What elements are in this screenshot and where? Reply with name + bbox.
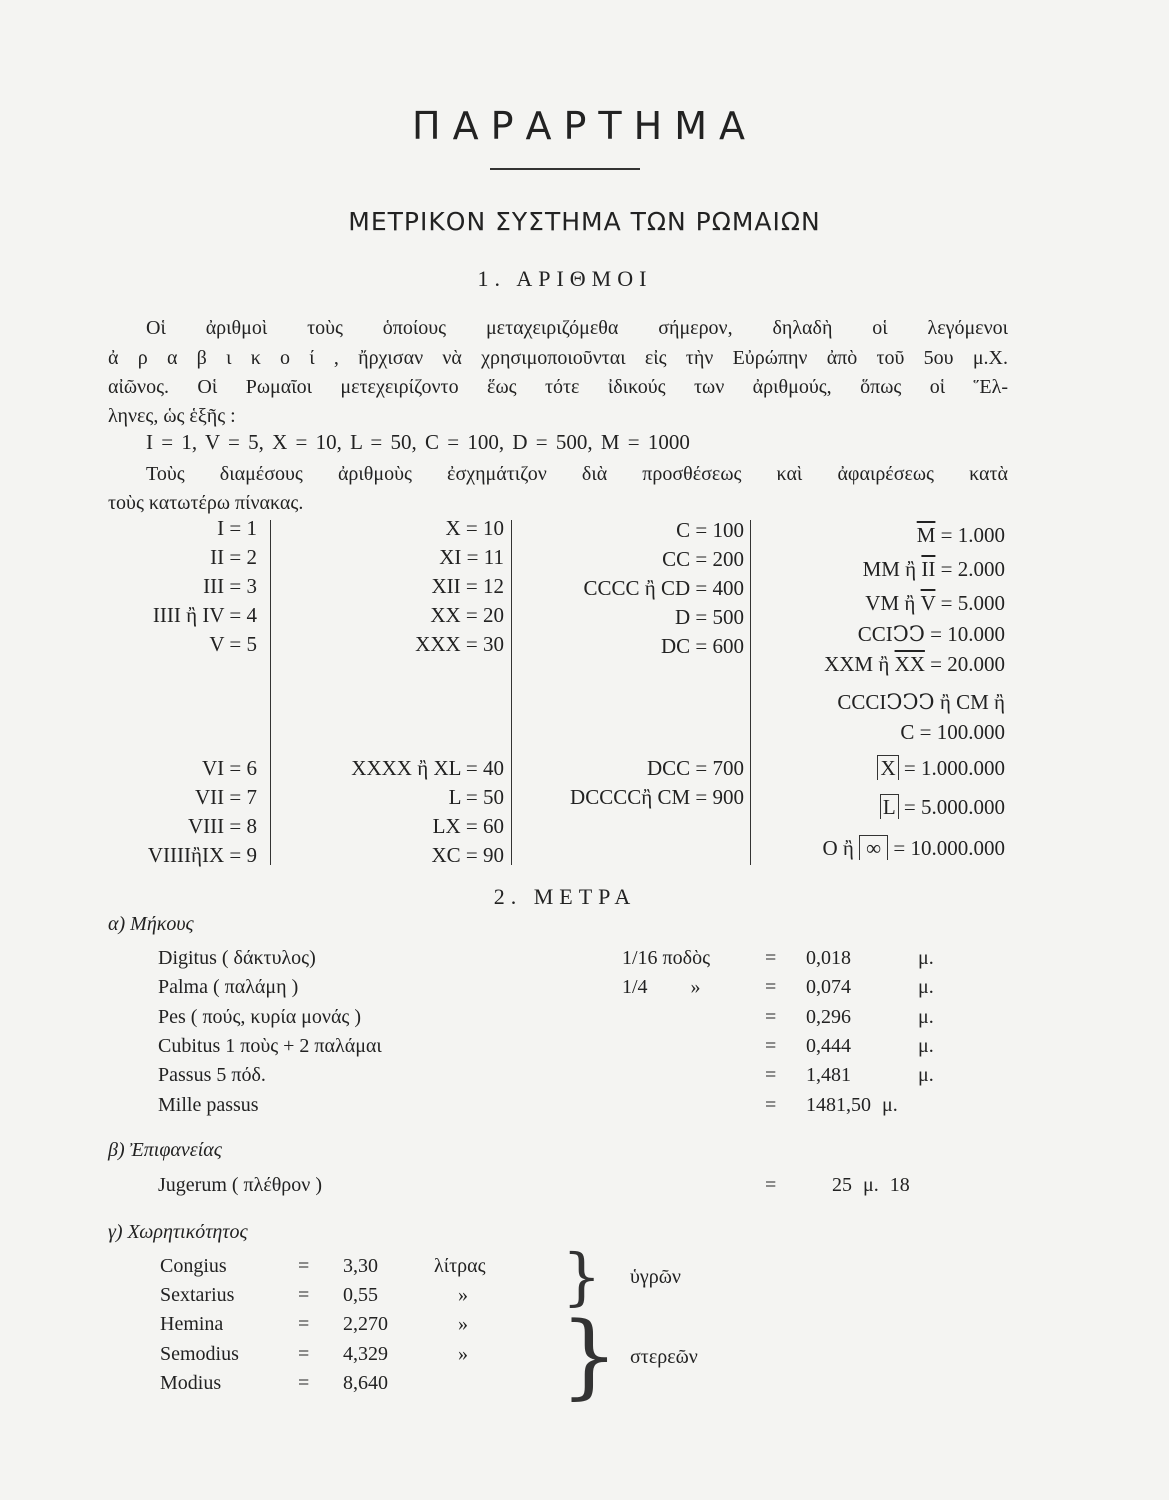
right-brace-icon: } (560, 1302, 619, 1409)
numeral-cell: VIII = 8 (188, 814, 257, 838)
numeral-cell: $\overline{M} = 1.000$ (916, 523, 1005, 547)
measure-eq: = (765, 1174, 777, 1196)
numeral-cell: I = 1 (217, 516, 257, 540)
measure-name: Passus 5 πόδ. (158, 1064, 266, 1086)
numeral-cell: DCCCCἢ CM = 900 (570, 785, 744, 809)
page-title: ΠΑΡΑΡΤΗΜΑ (412, 104, 757, 148)
numeral-cell: VM ἢ $\overline{V} = 5.000$ (865, 591, 1005, 615)
measure-value: 4,329 (343, 1343, 388, 1365)
measure-unit: » (458, 1343, 468, 1365)
measure-eq: = (765, 1094, 777, 1116)
numeral-cell: XX = 20 (430, 603, 504, 627)
measure-ratio: 1/4 » (622, 976, 701, 998)
measure-name: Jugerum ( πλέθρον ) (158, 1174, 322, 1196)
measure-value: 0,074 (806, 976, 851, 998)
measure-eq: = (298, 1372, 310, 1394)
measure-value: 25 μ. 18 (832, 1174, 910, 1196)
measure-unit: » (458, 1284, 468, 1306)
measure-unit: μ. (882, 1094, 898, 1116)
measure-eq: = (765, 1006, 777, 1028)
group-label-liquid: ὑγρῶν (630, 1266, 681, 1288)
surface-heading: β) Ἐπιφανείας (108, 1139, 222, 1161)
measure-name: Semodius (160, 1343, 239, 1365)
measure-value: 1481,50 (806, 1094, 871, 1116)
numeral-cell: XC = 90 (431, 843, 504, 867)
measure-name: Modius (160, 1372, 222, 1394)
measure-name: Hemina (160, 1313, 224, 1335)
numeral-cell: LX = 60 (432, 814, 504, 838)
right-brace-icon: } (562, 1240, 602, 1313)
composition-line: Τοὺς διαμέσους ἀριθμοὺς ἐσχημάτιζον διὰ προσθέσεως καὶ ἀφαιρέσεως κατὰ (146, 463, 1008, 485)
intro-line: Οἱ ἀριθμοὶ τοὺς ὁποίους μεταχειριζόμεθα σήμερον, δηλαδὴ οἱ λεγόμενοι (146, 317, 1008, 339)
measure-value: 8,640 (343, 1372, 388, 1394)
measure-value: 3,30 (343, 1255, 378, 1277)
numeral-cell: XI = 11 (439, 545, 504, 569)
column-divider (270, 520, 271, 865)
numeral-cell: VI = 6 (201, 756, 257, 780)
measure-value: 0,296 (806, 1006, 851, 1028)
numeral-cell: CCCIↃↃↃ ἢ CM ἢ (837, 690, 1005, 714)
measure-name: Cubitus 1 ποὺς + 2 παλάμαι (158, 1035, 382, 1057)
measure-value: 1,481 (806, 1064, 851, 1086)
page-subtitle: ΜΕΤΡΙΚΟΝ ΣΥΣΤΗΜΑ ΤΩΝ ΡΩΜΑΙΩΝ (348, 207, 821, 236)
measure-unit: μ. (918, 1035, 934, 1057)
numeral-cell: L = 50 (448, 785, 504, 809)
numeral-cell: XXX = 30 (415, 632, 504, 656)
numeral-cell: VIIIIἢIX = 9 (147, 843, 257, 867)
measure-name: Pes ( πούς, κυρία μονάς ) (158, 1006, 362, 1028)
measure-unit: μ. (918, 976, 934, 998)
numeral-cell: L = 5.000.000 (880, 795, 1005, 820)
numeral-cell: II = 2 (210, 545, 257, 569)
numeral-cell: MM ἢ $\overline{II} = 2.000$ (862, 557, 1005, 581)
measure-eq: = (298, 1284, 310, 1306)
group-label-solid: στερεῶν (630, 1346, 698, 1368)
numeral-cell: V = 5 (209, 632, 257, 656)
numeral-cell: XII = 12 (431, 574, 504, 598)
intro-line: ληνες, ὡς ἑξῆς : (108, 405, 236, 427)
numeral-cell: VII = 7 (195, 785, 257, 809)
measure-eq: = (765, 947, 777, 969)
column-divider (511, 520, 512, 865)
numbers-heading: 1. ΑΡΙΘΜΟΙ (477, 266, 653, 291)
measure-value: 0,55 (343, 1284, 378, 1306)
numeral-cell: DCC = 700 (646, 756, 744, 780)
numeral-cell: XXXX ἢ XL = 40 (351, 756, 504, 780)
numeral-cell: C = 100.000 (900, 720, 1005, 744)
measure-unit: λίτρας (434, 1255, 486, 1277)
numeral-cell: CC = 200 (662, 547, 744, 571)
measure-unit: μ. (918, 1064, 934, 1086)
numeral-cell: XXM ἢ $\overline{XX} = 20.000$ (824, 652, 1005, 676)
numeral-cell: IIII ἢ IV = 4 (152, 603, 257, 627)
measure-eq: = (765, 1064, 777, 1086)
numeral-cell: X = 10 (445, 516, 504, 540)
measure-eq: = (765, 976, 777, 998)
roman-symbols-line: I = 1, V = 5, X = 10, L = 50, C = 100, D = 500, M = 1000 (146, 430, 690, 454)
measure-name: Congius (160, 1255, 227, 1277)
numeral-cell: D = 500 (674, 605, 744, 629)
measure-unit: » (458, 1313, 468, 1335)
measure-unit: μ. (918, 947, 934, 969)
measure-ratio: 1/16 ποδὸς (622, 947, 710, 969)
measure-name: Palma ( παλάμη ) (158, 976, 299, 998)
measure-eq: = (765, 1035, 777, 1057)
measure-value: 2,270 (343, 1313, 388, 1335)
numeral-cell: DC = 600 (660, 634, 744, 658)
measure-eq: = (298, 1343, 310, 1365)
measure-value: 0,018 (806, 947, 851, 969)
measure-value: 0,444 (806, 1035, 851, 1057)
numeral-cell: III = 3 (203, 574, 257, 598)
numeral-cell: X = 1.000.000 (877, 756, 1005, 781)
measure-eq: = (298, 1313, 310, 1335)
capacity-heading: γ) Χωρητικότητος (108, 1221, 248, 1243)
intro-line: ἀ ρ α β ι κ ο ί , ἤρχισαν νὰ χρησιμοποιοῦνται εἰς τὴν Εὐρώπην ἀπὸ τοῦ 5ου μ.Χ. (108, 347, 1008, 369)
numeral-cell: O ἢ ∞ = 10.000.000 (822, 836, 1005, 860)
numeral-cell: C = 100 (676, 518, 744, 542)
numeral-cell: CCCC ἢ CD = 400 (583, 576, 744, 600)
intro-line: αἰῶνος. Οἱ Ρωμαῖοι μετεχειρίζοντο ἕως τότε ἰδικούς των ἀριθμούς, ὅπως οἱ Ἕλ- (108, 376, 1008, 398)
numeral-cell: CCIↃↃ = 10.000 (857, 622, 1005, 646)
measure-name: Mille passus (158, 1094, 259, 1116)
composition-line: τοὺς κατωτέρω πίνακας. (108, 492, 304, 514)
column-divider (750, 520, 751, 865)
measures-heading: 2. ΜΕΤΡΑ (493, 884, 637, 909)
measure-unit: μ. (918, 1006, 934, 1028)
measure-name: Digitus ( δάκτυλος) (158, 947, 316, 969)
title-rule (490, 168, 640, 170)
measure-eq: = (298, 1255, 310, 1277)
measure-name: Sextarius (160, 1284, 235, 1306)
length-heading: α) Μήκους (108, 913, 194, 935)
